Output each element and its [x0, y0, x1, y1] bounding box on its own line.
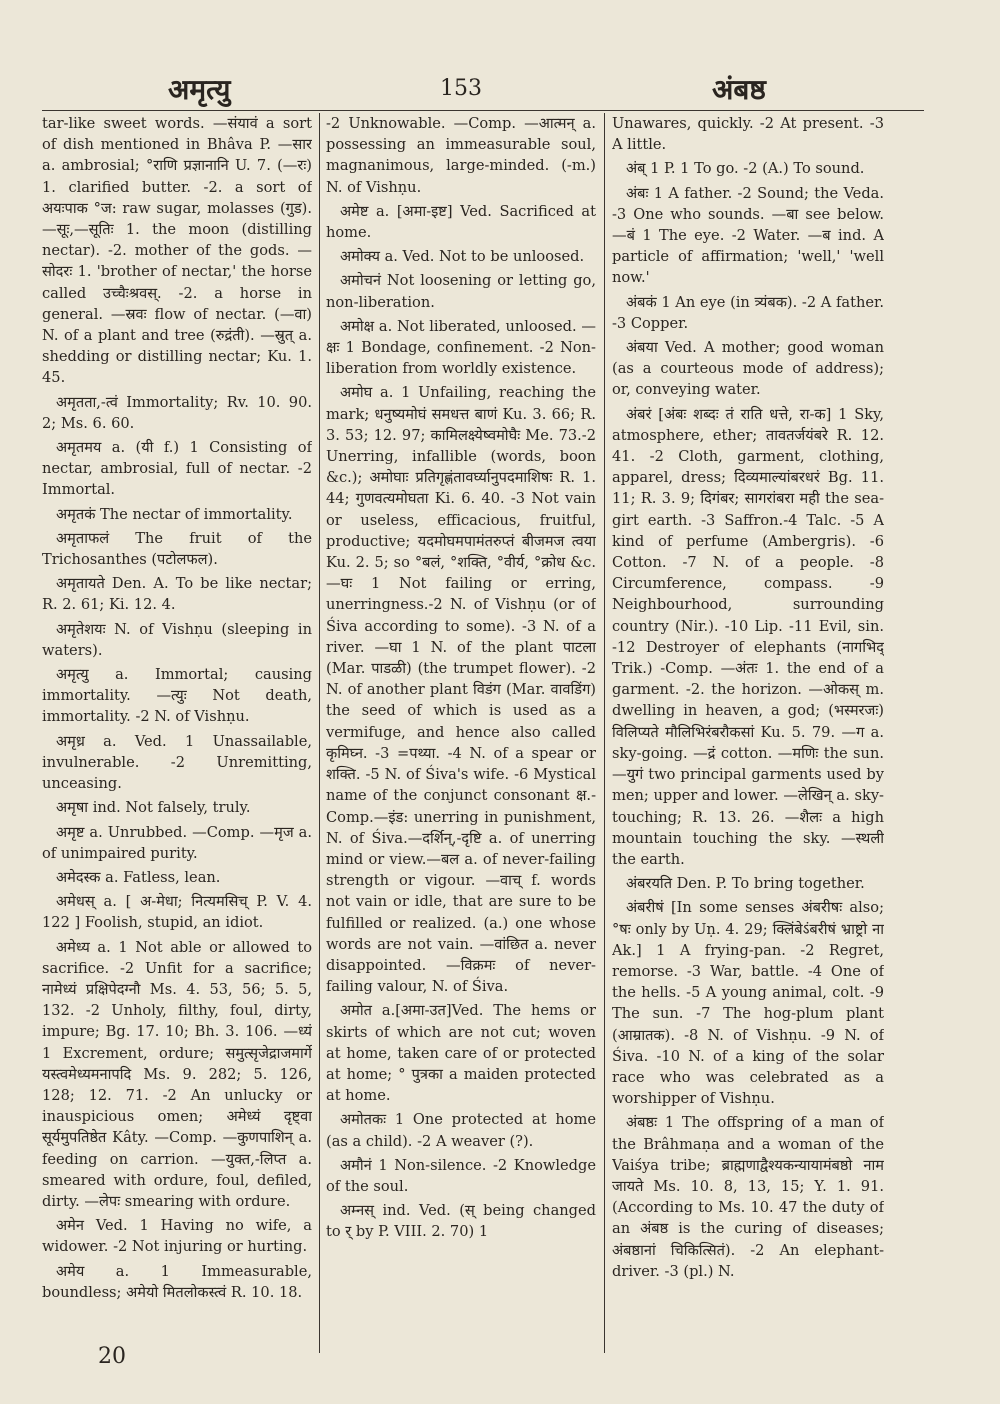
- entry-text: अमृषा ind. Not falsely, truly.: [56, 799, 251, 817]
- column-middle: [326, 113, 596, 1353]
- entry-text: अमृतता,-त्वं Immortality; Rv. 10. 90. 2; Ms. 6. 60.: [42, 393, 312, 432]
- column-right: [612, 113, 884, 1353]
- entry-text: अंबरीषं [In some senses अंबरीषः also; °षः only by Uṇ. 4. 29; क्लिंबेऽंबरीषं भ्राष्ट्रो ना Ak.] 1 A frying-pan. -2 Regret, remorse. -3 War, battle. -4 One of the hells. -5 A young animal, colt. -9 The sun. -7 The hog-plum plant (आम्रातक). -8 N. of Vishṇu. -9 N. of Śiva. -10 N. of a king of the solar race who was celebrated as a worshipper of Vishṇu.: [612, 899, 884, 1108]
- entry-text: -2 Unknowable. —Comp. —आत्मन् a. possessing an immeasurable soul, magnanimous, large-minded. (-m.) N. of Vishṇu.: [326, 115, 596, 196]
- entry-text: अमेन Ved. 1 Having no wife, a widower. -2 Not injuring or hurting.: [42, 1217, 312, 1256]
- entry-text: tar-like sweet words. —संयावं a sort of dish mentioned in Bhâva P. —सार a. ambrosial; °राणि प्रज्ञानानि U. 7. (—रः) 1. clarified butter. -2. a sort of अयःपाक °ज: raw sugar, molasses (गुड). —सूः,—सूतिः 1. the moon (distilling nectar). -2. mother of the gods. —सोदरः 1. 'brother of nectar,' the horse called उच्चैःश्रवस्. -2. a horse in general. —स्रवः flow of nectar. (—वा) N. of a plant and tree (रुद्रंती). —स्रुत् a. shedding or distilling nectar; Ku. 1. 45.: [42, 115, 312, 387]
- entry-text: अम्नस् ind. Ved. (स् being changed to र् by P. VIII. 2. 70) 1: [326, 1202, 596, 1241]
- entry-text: अमोचनं Not loosening or letting go, non-liberation.: [326, 272, 596, 311]
- entry-text: अमृत्यु a. Immortal; causing immortality. —त्युः Not death, immortality. -2 N. of Vishṇu.: [42, 666, 312, 726]
- entry-text: अमृतायते Den. A. To be like nectar; R. 2. 61; Ki. 12. 4.: [42, 575, 312, 614]
- entry-text: अमृतेशयः N. of Vishṇu (sleeping in waters).: [42, 620, 312, 659]
- entry-text: अमोघ a. 1 Unfailing, reaching the mark; धनुष्यमोघं समधत्त बाणं Ku. 3. 66; R. 3. 53; 12. 97; कामिलक्ष्येष्वमोघैः Me. 73.-2 Unerring, infallible (words, boon &c.); अमोघाः प्रतिगृह्णंतावर्घ्यानुपदमाशिषः R. 1. 44; गुणवत्यमोघता Ki. 6. 40. -3 Not vain or useless, efficacious, fruitful, productive; यदमोघमपामंतरुप्तं बीजमज त्वया Ku. 2. 5; so °बलं, °शक्ति, °वीर्य, °क्रोध &c. —घः 1 Not failing or erring, unerringness.-2 N. of Vishṇu (or of Śiva according to some). -3 N. of a river. —घा 1 N. of the plant पाटला (Mar. पाडळी) (the trumpet flower). -2 N. of another plant विडंग (Mar. वावडिंग) the seed of which is used as a vermifuge, and hence also called कृमिघ्न. -3 =पथ्या. -4 N. of a spear or शक्ति. -5 N. of Śiva's wife. -6 Mystical name of the conjunct consonant क्ष.-Comp.—इंड: unerring in punishment, N. of Śiva.—दर्शिन्,-दृष्टि a. of unerring mind or view.—बल a. of never-failing strength or vigour. —वाच् f. words not vain or idle, that are sure to be fulfilled or realized. (a.) one whose words are not vain. —वांछित a. never disappointed. —विक्रमः of never-failing valour, N. of Śiva.: [326, 384, 596, 996]
- column-left: [42, 113, 312, 1353]
- entry-text: अमेदस्क a. Fatless, lean.: [56, 868, 221, 886]
- page-number: 153: [440, 76, 482, 101]
- entry-text: अमोक्ष a. Not liberated, unloosed. —क्षः 1 Bondage, confinement. -2 Non-liberation from worldly existence.: [326, 317, 596, 378]
- entry-text: अंब् 1 P. 1 To go. -2 (A.) To sound.: [626, 160, 865, 178]
- entry-text: अमोत a.[अमा-उत]Ved. The hems or skirts of which are not cut; woven at home, taken care of or protected at home; ° पुत्रका a maiden protected at home.: [326, 1002, 596, 1105]
- entry-text: अमोक्य a. Ved. Not to be unloosed.: [340, 248, 585, 266]
- entry-text: अंबष्ठः 1 The offspring of a man of the Brâhmaṇa and a woman of the Vaiśya tribe; ब्राह्मणाद्वैश्यकन्यायामंबष्ठो नाम जायते Ms. 10. 8, 13, 15; Y. 1. 91. (According to Ms. 10. 47 the duty of an अंबष्ठ is the curing of diseases; अंबष्ठानां चिकित्सितं). -2 An elephant-driver. -3 (pl.) N.: [612, 1114, 884, 1280]
- entry-text: Unawares, quickly. -2 At present. -3 A little.: [612, 115, 884, 154]
- entry-text: अमेष्ट a. [अमा-इष्ट] Ved. Sacrificed at home.: [326, 202, 596, 242]
- entry-text: अमेधस् a. [ अ-मेधा; नित्यमसिच् P. V. 4. 122 ] Foolish, stupid, an idiot.: [42, 893, 312, 932]
- entry-text: अंबरयति Den. P. To bring together.: [626, 875, 865, 893]
- entry-text: अमृतमय a. (यी f.) 1 Consisting of nectar, ambrosial, full of nectar. -2 Immortal.: [42, 439, 312, 499]
- entry-text: अमृताफलं The fruit of the Trichosanthes (पटोलफल).: [42, 529, 312, 569]
- entry-text: अंबकं 1 An eye (in त्र्यंबक). -2 A father. -3 Copper.: [612, 293, 884, 332]
- entry-text: अमेध्य a. 1 Not able or allowed to sacrifice. -2 Unfit for a sacrifice; नामेध्यं प्रक्षिपेदग्नौ Ms. 4. 53, 56; 5. 5, 132. -2 Unholy, filthy, foul, dirty, impure; Bg. 17. 10; Bh. 3. 106. —ध्यं 1 Excrement, ordure; समुत्सृजेद्राजमार्गे यस्त्वमेध्यमनापदि Ms. 9. 282; 5. 126, 128; 12. 71. -2 An unlucky or inauspicious omen; अमेध्यं दृष्ट्वा सूर्यमुपतिष्ठेत Kâty. —Comp. —कुणपाशिन् a. feeding on carrion. —युक्त,-लिप्त a. smeared with ordure, foul, defiled, dirty. —लेपः smearing with ordure.: [42, 938, 312, 1210]
- entry-text: अंबया Ved. A mother; good woman (as a courteous mode of address); or, conveying water.: [612, 339, 884, 399]
- signature-mark: 20: [98, 1344, 126, 1369]
- header-right-word: अंबष्ठ: [712, 73, 766, 106]
- entry-text: अंबः 1 A father. -2 Sound; the Veda. -3 One who sounds. —बा see below. —बं 1 The eye. -2 Water. —ब ind. A particle of affirmation; 'well,' 'well now.': [612, 184, 884, 287]
- entry-text: अमेय a. 1 Immeasurable, boundless; अमेयो मितलोकस्त्वं R. 10. 18.: [42, 1262, 312, 1301]
- column-divider: [604, 113, 605, 1353]
- entry-text: अमोतकः 1 One protected at home (as a child). -2 A weaver (?).: [326, 1111, 596, 1150]
- entry-text: अमृष्ट a. Unrubbed. —Comp. —मृज a. of unimpaired purity.: [42, 823, 312, 862]
- entry-text: अमृध्र a. Ved. 1 Unassailable, invulnerable. -2 Unremitting, unceasing.: [42, 732, 312, 793]
- header-rule: [42, 110, 924, 111]
- entry-text: अमौनं 1 Non-silence. -2 Knowledge of the soul.: [326, 1156, 596, 1195]
- header-left-word: अमृत्यु: [168, 73, 231, 106]
- entry-text: अंबरं [अंबः शब्दः तं राति धत्ते, रा-क] 1 Sky, atmosphere, ether; तावतर्जयंबरे R. 12. 41. -2 Cloth, garment, clothing, apparel, dress; दिव्यमाल्यांबरधरं Bg. 11. 11; R. 3. 9; दिगंबर; सागरांबरा मही the sea-girt earth. -3 Saffron.-4 Talc. -5 A kind of perfume (Ambergris). -6 Cotton. -7 N. of a people. -8 Circumference, compass. -9 Neighbourhood, surrounding country (Nir.). -10 Lip. -11 Evil, sin. -12 Destroyer of elephants (नागभिद् Trik.) -Comp. —अंतः 1. the end of a garment. -2. the horizon. —ओकस् m. dwelling in heaven, a god; (भस्मरजः) विलिप्यते मौलिभिरंबरौकसां Ku. 5. 79. —ग a. sky-going. —द्रं cotton. —मणिः the sun. —युगं two principal garments used by men; upper and lower. —लेखिन् a. sky-touching; R. 13. 26. —शैलः a high mountain touching the sky. —स्थली the earth.: [612, 405, 884, 868]
- entry-text: अमृतकं The nectar of immortality.: [56, 505, 293, 523]
- column-divider: [319, 113, 320, 1353]
